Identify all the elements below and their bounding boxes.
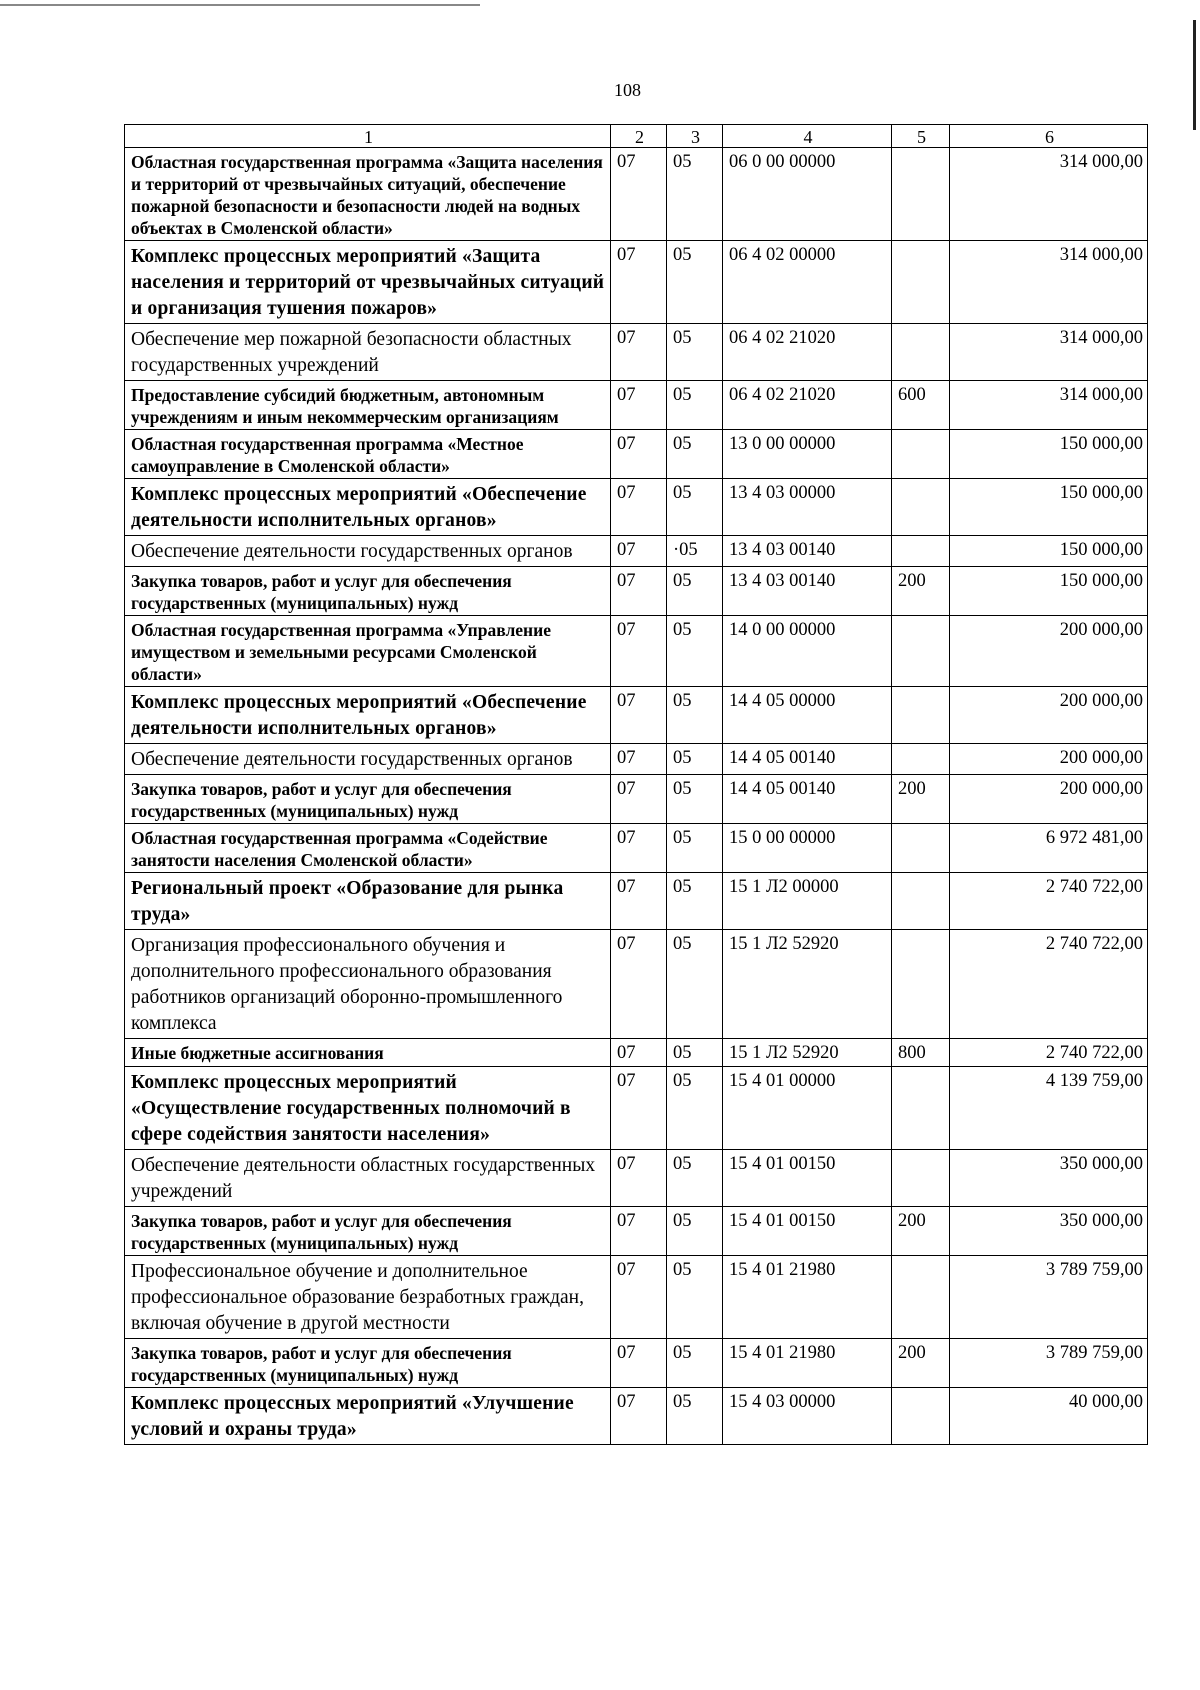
table-body [125, 148, 1148, 1445]
row-amount-cell: 4 139 759,00 [950, 1067, 1148, 1150]
row-section-cell: 07 [611, 873, 667, 930]
row-amount-cell: 200 000,00 [950, 775, 1148, 824]
row-name-cell: Обеспечение деятельности государственных органов [125, 744, 611, 775]
row-section-cell: 07 [611, 536, 667, 567]
row-subsection-cell: 05 [667, 616, 723, 687]
row-expense-type-cell: 800 [892, 1039, 950, 1067]
row-name-cell: Региональный проект «Образование для рынка труда» [125, 873, 611, 930]
row-amount-cell: 314 000,00 [950, 381, 1148, 430]
row-subsection-cell: 05 [667, 1388, 723, 1445]
row-target-article-cell: 14 0 00 00000 [723, 616, 892, 687]
row-amount-cell: 3 789 759,00 [950, 1339, 1148, 1388]
row-name-cell: Организация профессионального обучения и дополнительного профессионального образования работников организаций оборонно-промышленного комплекса [125, 930, 611, 1039]
row-amount-cell: 2 740 722,00 [950, 873, 1148, 930]
row-name-cell: Закупка товаров, работ и услуг для обеспечения государственных (муниципальных) нужд [125, 567, 611, 616]
row-amount-cell: 350 000,00 [950, 1150, 1148, 1207]
table-row [125, 1150, 1148, 1207]
table-row [125, 1256, 1148, 1339]
row-expense-type-cell [892, 479, 950, 536]
row-target-article-cell: 13 4 03 00000 [723, 479, 892, 536]
row-amount-cell: 2 740 722,00 [950, 930, 1148, 1039]
row-expense-type-cell [892, 744, 950, 775]
row-expense-type-cell: 200 [892, 567, 950, 616]
row-amount-cell: 314 000,00 [950, 324, 1148, 381]
table-row [125, 430, 1148, 479]
row-subsection-cell: 05 [667, 567, 723, 616]
row-expense-type-cell: 200 [892, 1339, 950, 1388]
row-name-cell: Областная государственная программа «Управление имуществом и земельными ресурсами Смоленской области» [125, 616, 611, 687]
row-name-cell: Областная государственная программа «Содействие занятости населения Смоленской области» [125, 824, 611, 873]
row-name-cell: Обеспечение деятельности областных государственных учреждений [125, 1150, 611, 1207]
row-target-article-cell: 06 0 00 00000 [723, 148, 892, 241]
row-section-cell: 07 [611, 1256, 667, 1339]
row-target-article-cell: 06 4 02 21020 [723, 381, 892, 430]
row-subsection-cell: 05 [667, 824, 723, 873]
row-section-cell: 07 [611, 1150, 667, 1207]
row-subsection-cell: 05 [667, 324, 723, 381]
row-expense-type-cell [892, 148, 950, 241]
row-section-cell: 07 [611, 241, 667, 324]
row-amount-cell: 150 000,00 [950, 479, 1148, 536]
row-expense-type-cell: 600 [892, 381, 950, 430]
table-row [125, 824, 1148, 873]
right-scan-mark [1193, 20, 1196, 130]
row-subsection-cell: 05 [667, 687, 723, 744]
table-row [125, 324, 1148, 381]
row-target-article-cell: 15 4 01 21980 [723, 1339, 892, 1388]
table-row [125, 873, 1148, 930]
row-amount-cell: 200 000,00 [950, 744, 1148, 775]
row-name-cell: Обеспечение мер пожарной безопасности областных государственных учреждений [125, 324, 611, 381]
row-target-article-cell: 06 4 02 21020 [723, 324, 892, 381]
row-name-cell: Обеспечение деятельности государственных органов [125, 536, 611, 567]
row-target-article-cell: 14 4 05 00000 [723, 687, 892, 744]
row-name-cell: Предоставление субсидий бюджетным, автономным учреждениям и иным некоммерческим организациям [125, 381, 611, 430]
row-target-article-cell: 14 4 05 00140 [723, 744, 892, 775]
table-row [125, 687, 1148, 744]
row-target-article-cell: 06 4 02 00000 [723, 241, 892, 324]
row-name-cell: Профессиональное обучение и дополнительное профессиональное образование безработных граждан, включая обучение в другой местности [125, 1256, 611, 1339]
row-target-article-cell: 15 4 01 00150 [723, 1207, 892, 1256]
row-target-article-cell: 15 4 01 00150 [723, 1150, 892, 1207]
row-subsection-cell: ·05 [667, 536, 723, 567]
row-subsection-cell: 05 [667, 1256, 723, 1339]
row-target-article-cell: 15 1 Л2 00000 [723, 873, 892, 930]
row-section-cell: 07 [611, 324, 667, 381]
row-amount-cell: 40 000,00 [950, 1388, 1148, 1445]
row-amount-cell: 200 000,00 [950, 616, 1148, 687]
table-row [125, 148, 1148, 241]
row-subsection-cell: 05 [667, 1039, 723, 1067]
row-expense-type-cell [892, 324, 950, 381]
row-target-article-cell: 13 4 03 00140 [723, 567, 892, 616]
table-row [125, 616, 1148, 687]
header-cell-3: 3 [667, 125, 723, 148]
row-expense-type-cell [892, 536, 950, 567]
row-subsection-cell: 05 [667, 1067, 723, 1150]
table-row [125, 241, 1148, 324]
row-subsection-cell: 05 [667, 775, 723, 824]
row-expense-type-cell: 200 [892, 775, 950, 824]
row-target-article-cell: 15 4 01 00000 [723, 1067, 892, 1150]
row-expense-type-cell [892, 873, 950, 930]
table-row [125, 1067, 1148, 1150]
table-header-row [125, 125, 1148, 148]
row-name-cell: Комплекс процессных мероприятий «Обеспечение деятельности исполнительных органов» [125, 687, 611, 744]
row-name-cell: Закупка товаров, работ и услуг для обеспечения государственных (муниципальных) нужд [125, 1339, 611, 1388]
row-section-cell: 07 [611, 148, 667, 241]
header-cell-1: 1 [125, 125, 611, 148]
row-target-article-cell: 15 4 01 21980 [723, 1256, 892, 1339]
row-expense-type-cell [892, 1388, 950, 1445]
row-amount-cell: 350 000,00 [950, 1207, 1148, 1256]
header-cell-5: 5 [892, 125, 950, 148]
row-target-article-cell: 15 1 Л2 52920 [723, 930, 892, 1039]
row-section-cell: 07 [611, 687, 667, 744]
row-subsection-cell: 05 [667, 148, 723, 241]
row-section-cell: 07 [611, 1039, 667, 1067]
row-amount-cell: 314 000,00 [950, 241, 1148, 324]
row-subsection-cell: 05 [667, 1150, 723, 1207]
table-row [125, 479, 1148, 536]
top-scan-rule [0, 4, 480, 6]
row-expense-type-cell [892, 1150, 950, 1207]
row-section-cell: 07 [611, 1207, 667, 1256]
table-row [125, 930, 1148, 1039]
row-section-cell: 07 [611, 616, 667, 687]
row-target-article-cell: 15 4 03 00000 [723, 1388, 892, 1445]
row-section-cell: 07 [611, 430, 667, 479]
row-subsection-cell: 05 [667, 930, 723, 1039]
row-target-article-cell: 13 4 03 00140 [723, 536, 892, 567]
row-subsection-cell: 05 [667, 1207, 723, 1256]
row-target-article-cell: 13 0 00 00000 [723, 430, 892, 479]
row-section-cell: 07 [611, 744, 667, 775]
row-amount-cell: 150 000,00 [950, 536, 1148, 567]
row-name-cell: Иные бюджетные ассигнования [125, 1039, 611, 1067]
row-section-cell: 07 [611, 479, 667, 536]
row-amount-cell: 314 000,00 [950, 148, 1148, 241]
row-name-cell: Областная государственная программа «Местное самоуправление в Смоленской области» [125, 430, 611, 479]
row-expense-type-cell [892, 616, 950, 687]
table-row [125, 744, 1148, 775]
row-name-cell: Комплекс процессных мероприятий «Защита населения и территорий от чрезвычайных ситуаций и организация тушения пожаров» [125, 241, 611, 324]
row-target-article-cell: 15 1 Л2 52920 [723, 1039, 892, 1067]
row-name-cell: Комплекс процессных мероприятий «Улучшение условий и охраны труда» [125, 1388, 611, 1445]
row-subsection-cell: 05 [667, 873, 723, 930]
row-target-article-cell: 15 0 00 00000 [723, 824, 892, 873]
row-section-cell: 07 [611, 1067, 667, 1150]
row-name-cell: Закупка товаров, работ и услуг для обеспечения государственных (муниципальных) нужд [125, 1207, 611, 1256]
row-name-cell: Комплекс процессных мероприятий «Осуществление государственных полномочий в сфере содействия занятости населения» [125, 1067, 611, 1150]
page-number: 108 [614, 80, 641, 100]
header-cell-6: 6 [950, 125, 1148, 148]
row-amount-cell: 3 789 759,00 [950, 1256, 1148, 1339]
table-row [125, 567, 1148, 616]
row-expense-type-cell [892, 824, 950, 873]
row-amount-cell: 150 000,00 [950, 567, 1148, 616]
table-row [125, 1388, 1148, 1445]
table-row [125, 381, 1148, 430]
row-section-cell: 07 [611, 381, 667, 430]
row-amount-cell: 6 972 481,00 [950, 824, 1148, 873]
budget-table [124, 124, 1148, 1445]
table-row [125, 1339, 1148, 1388]
row-name-cell: Областная государственная программа «Защита населения и территорий от чрезвычайных ситуаций, обеспечение пожарной безопасности и безопасности людей на водных объектах в Смоленской области» [125, 148, 611, 241]
row-expense-type-cell [892, 687, 950, 744]
row-subsection-cell: 05 [667, 479, 723, 536]
row-subsection-cell: 05 [667, 430, 723, 479]
row-section-cell: 07 [611, 824, 667, 873]
table-row [125, 1039, 1148, 1067]
row-section-cell: 07 [611, 1388, 667, 1445]
table-row [125, 775, 1148, 824]
row-amount-cell: 150 000,00 [950, 430, 1148, 479]
table-row [125, 536, 1148, 567]
row-subsection-cell: 05 [667, 381, 723, 430]
row-expense-type-cell: 200 [892, 1207, 950, 1256]
row-subsection-cell: 05 [667, 744, 723, 775]
row-name-cell: Закупка товаров, работ и услуг для обеспечения государственных (муниципальных) нужд [125, 775, 611, 824]
table-row [125, 1207, 1148, 1256]
header-cell-2: 2 [611, 125, 667, 148]
row-amount-cell: 2 740 722,00 [950, 1039, 1148, 1067]
row-subsection-cell: 05 [667, 241, 723, 324]
row-subsection-cell: 05 [667, 1339, 723, 1388]
header-cell-4: 4 [723, 125, 892, 148]
row-amount-cell: 200 000,00 [950, 687, 1148, 744]
row-target-article-cell: 14 4 05 00140 [723, 775, 892, 824]
row-expense-type-cell [892, 1256, 950, 1339]
row-expense-type-cell [892, 1067, 950, 1150]
row-section-cell: 07 [611, 567, 667, 616]
row-expense-type-cell [892, 241, 950, 324]
row-expense-type-cell [892, 430, 950, 479]
row-section-cell: 07 [611, 1339, 667, 1388]
row-name-cell: Комплекс процессных мероприятий «Обеспечение деятельности исполнительных органов» [125, 479, 611, 536]
row-section-cell: 07 [611, 930, 667, 1039]
row-section-cell: 07 [611, 775, 667, 824]
row-expense-type-cell [892, 930, 950, 1039]
